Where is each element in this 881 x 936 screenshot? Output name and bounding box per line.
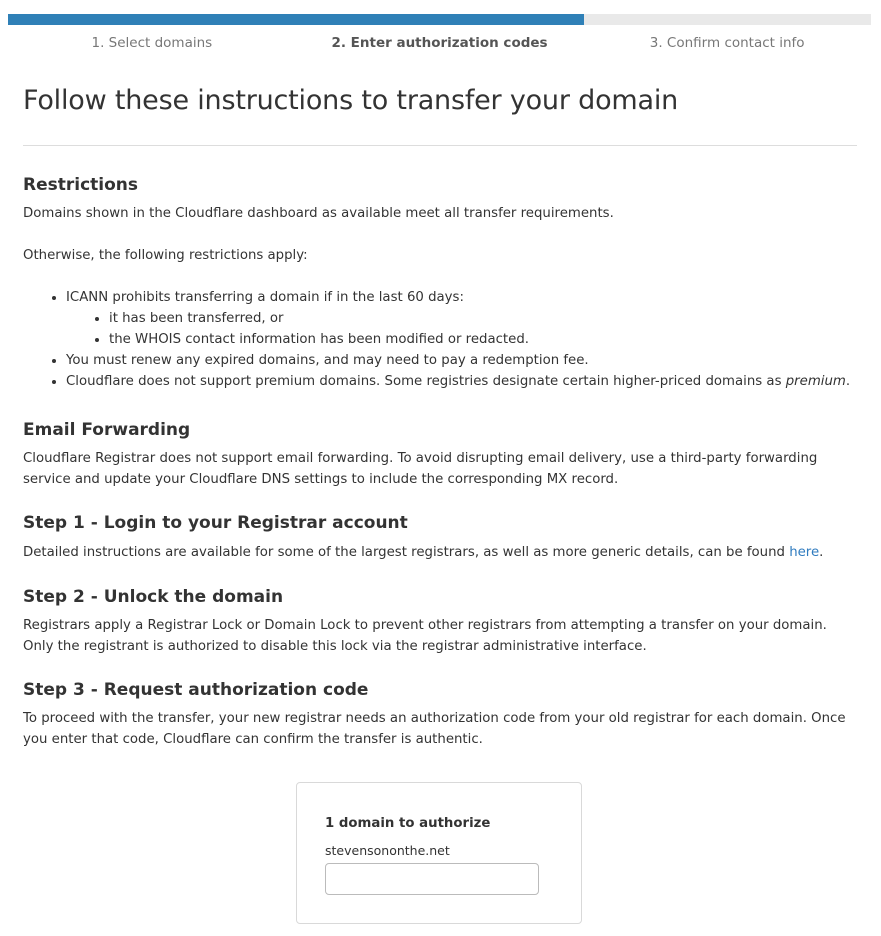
step1-body-suffix: . <box>819 545 824 560</box>
step-select-domains: 1. Select domains <box>91 35 213 51</box>
list-item: • it has been transferred, or <box>109 308 857 329</box>
restrictions-section <box>23 174 857 392</box>
restrictions-list <box>23 287 857 392</box>
email-forwarding-body: Cloudflare Registrar does not support email forwarding. To avoid disrupting email delivery, use a third-party forwarding service and update your Cloudflare DNS settings to include the corresponding MX record. <box>23 451 818 487</box>
step-confirm-contact-info: 3. Confirm contact info <box>649 35 805 51</box>
step-enter-authorization-codes: 2. Enter authorization codes <box>331 35 548 51</box>
premium-suffix: . <box>845 374 851 389</box>
restrictions-otherwise: Otherwise, the following restrictions apply: <box>23 248 308 263</box>
step2-body: Registrars apply a Registrar Lock or Domain Lock to prevent other registrars from attempting a transfer on your domain. Only the registrant is authorized to disable this lock via the registrar administrative interface. <box>23 618 827 654</box>
main-content <box>23 84 857 750</box>
wizard-steps <box>8 35 871 53</box>
step3-body: To proceed with the transfer, your new registrar needs an authorization code from your old registrar for each domain. Once you enter that code, Cloudflare can confirm the transfer is authentic. <box>23 711 846 747</box>
step1-heading: Step 1 - Login to your Registrar account <box>23 513 408 533</box>
step1-body <box>23 542 857 563</box>
email-forwarding-section <box>23 419 857 490</box>
premium-text: Cloudflare does not support premium domains. Some registries designate certain higher-priced domains as <box>66 374 786 389</box>
title-divider <box>23 145 857 146</box>
restrictions-heading: Restrictions <box>23 175 139 195</box>
icann-sub-list <box>66 308 857 350</box>
step1-body-text: Detailed instructions are available for some of the largest registrars, as well as more generic details, can be found <box>23 545 790 560</box>
progress-bar-fill <box>8 14 584 25</box>
step3-section <box>23 679 857 750</box>
premium-emphasis: premium <box>785 374 846 389</box>
email-forwarding-heading: Email Forwarding <box>23 420 191 440</box>
icann-restriction-text: ICANN prohibits transferring a domain if in the last 60 days: <box>66 290 464 305</box>
list-item: • the WHOIS contact information has been modified or redacted. <box>109 329 857 350</box>
step1-section <box>23 512 857 563</box>
step2-heading: Step 2 - Unlock the domain <box>23 587 284 607</box>
registrar-instructions-link[interactable]: here <box>789 545 820 560</box>
authorization-code-input[interactable] <box>325 863 539 895</box>
progress-bar <box>8 14 871 25</box>
authorization-card-title: 1 domain to authorize <box>325 816 491 831</box>
restrictions-intro: Domains shown in the Cloudflare dashboard as available meet all transfer requirements. <box>23 206 614 221</box>
authorization-card <box>296 782 582 924</box>
domain-name-label: stevensononthe.net <box>325 843 450 858</box>
step2-section <box>23 586 857 657</box>
step3-heading: Step 3 - Request authorization code <box>23 680 369 700</box>
list-item <box>66 287 857 350</box>
page-title: Follow these instructions to transfer your domain <box>23 85 679 116</box>
list-item <box>66 371 857 392</box>
list-item: • You must renew any expired domains, and may need to pay a redemption fee. <box>66 350 857 371</box>
